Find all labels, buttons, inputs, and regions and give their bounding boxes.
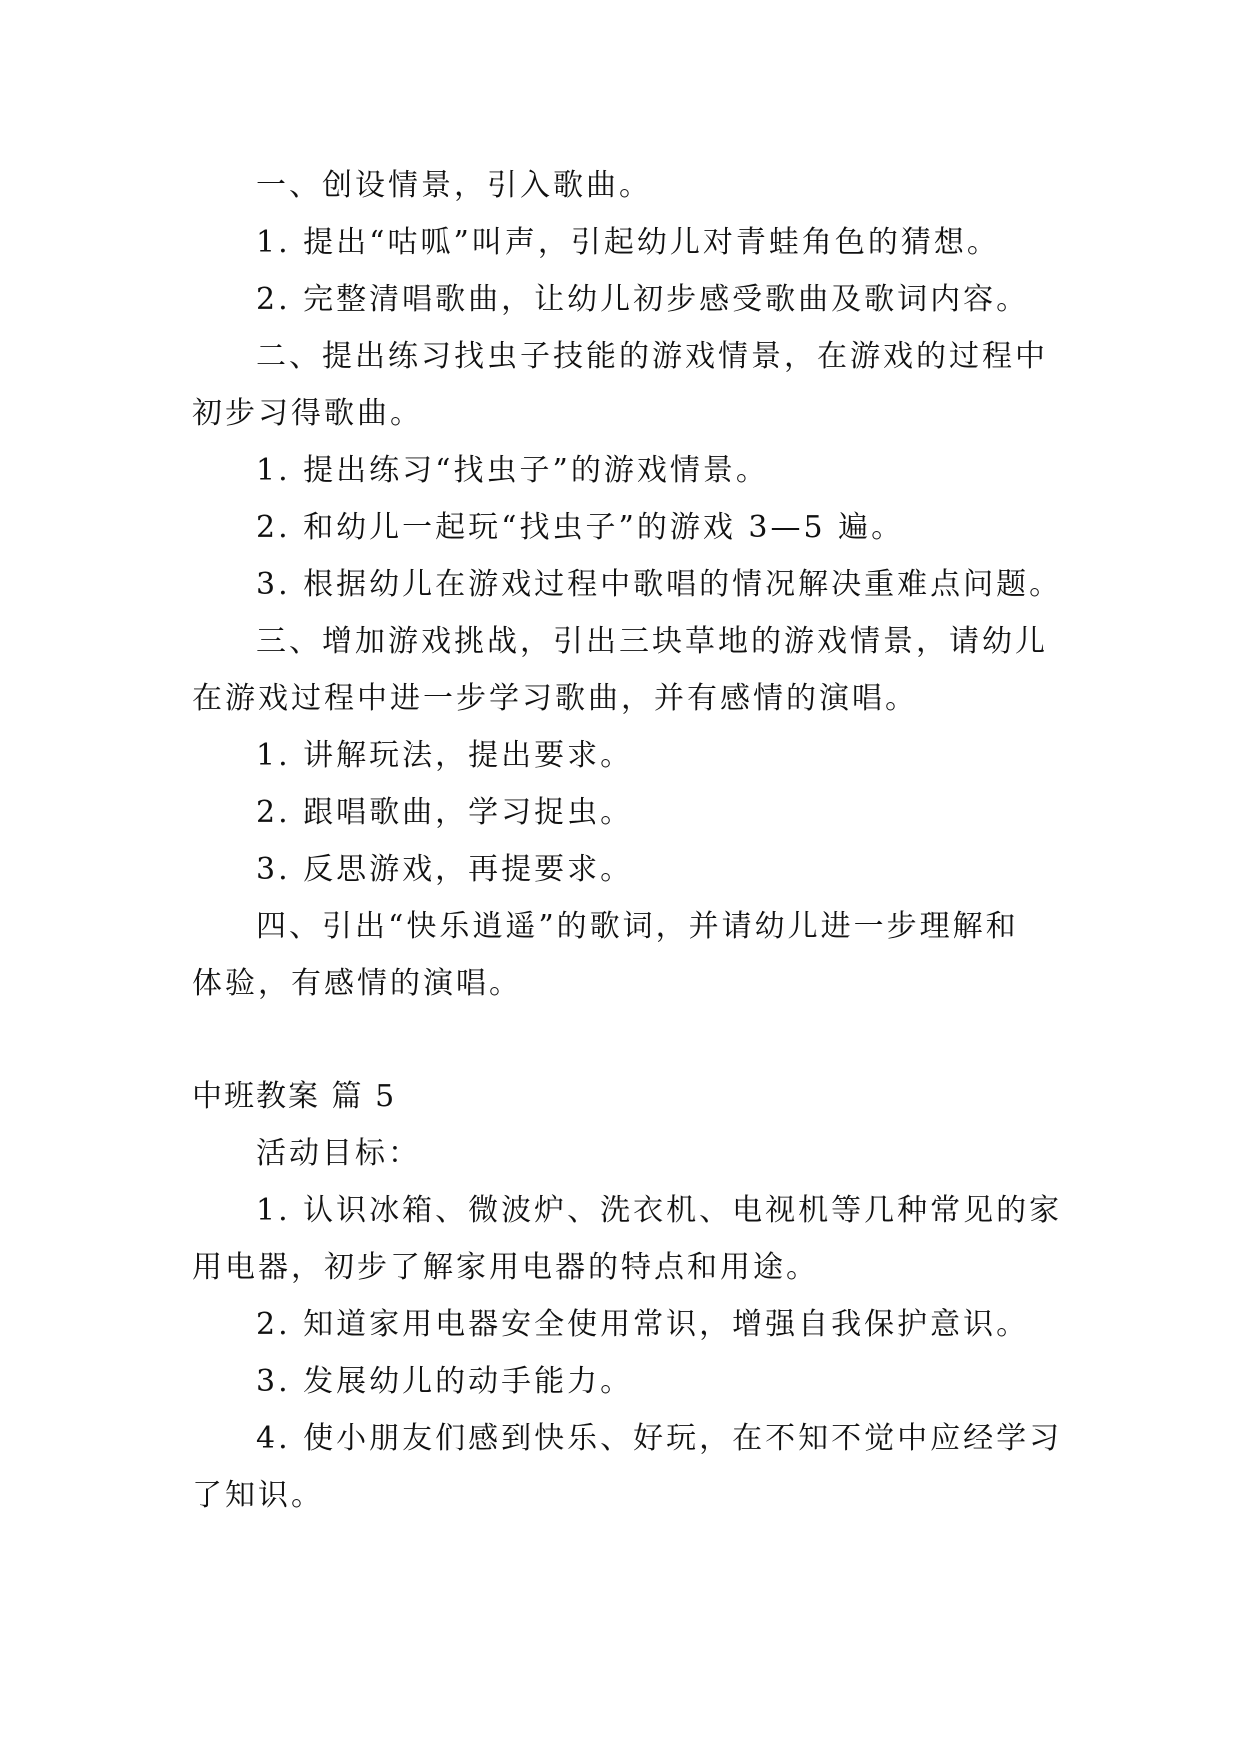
step-2-3: 3. 根据幼儿在游戏过程中歌唱的情况解决重难点问题。 (256, 567, 1063, 602)
goal-4-line2: 了知识。 (192, 1478, 324, 1513)
goals-title: 活动目标： (256, 1136, 421, 1171)
goal-1-line2: 用电器，初步了解家用电器的特点和用途。 (192, 1250, 819, 1285)
step-heading-2-line2: 初步习得歌曲。 (192, 396, 423, 431)
goal-4-line1: 4. 使小朋友们感到快乐、好玩，在不知不觉中应经学习 (256, 1421, 1063, 1456)
goal-2: 2. 知道家用电器安全使用常识，增强自我保护意识。 (256, 1307, 1030, 1342)
step-1-1: 1. 提出“咕呱”叫声，引起幼儿对青蛙角色的猜想。 (256, 225, 1000, 260)
step-heading-1: 一、创设情景，引入歌曲。 (256, 168, 652, 203)
section-heading: 中班教案 篇 5 (192, 1079, 397, 1114)
step-heading-3-line1: 三、增加游戏挑战，引出三块草地的游戏情景，请幼儿 (256, 624, 1048, 659)
step-3-2: 2. 跟唱歌曲，学习捉虫。 (256, 795, 634, 830)
goal-1-line1: 1. 认识冰箱、微波炉、洗衣机、电视机等几种常见的家 (256, 1193, 1063, 1228)
step-2-1: 1. 提出练习“找虫子”的游戏情景。 (256, 453, 769, 488)
step-3-3: 3. 反思游戏，再提要求。 (256, 852, 634, 887)
step-heading-3-line2: 在游戏过程中进一步学习歌曲，并有感情的演唱。 (192, 681, 918, 716)
step-heading-2-line1: 二、提出练习找虫子技能的游戏情景，在游戏的过程中 (256, 339, 1048, 374)
step-heading-4-line1: 四、引出“快乐逍遥”的歌词，并请幼儿进一步理解和 (256, 909, 1019, 944)
step-3-1: 1. 讲解玩法，提出要求。 (256, 738, 634, 773)
step-1-2: 2. 完整清唱歌曲，让幼儿初步感受歌曲及歌词内容。 (256, 282, 1030, 317)
step-heading-4-line2: 体验，有感情的演唱。 (192, 966, 522, 1001)
step-2-2: 2. 和幼儿一起玩“找虫子”的游戏 3—5 遍。 (256, 510, 905, 545)
goal-3: 3. 发展幼儿的动手能力。 (256, 1364, 634, 1399)
